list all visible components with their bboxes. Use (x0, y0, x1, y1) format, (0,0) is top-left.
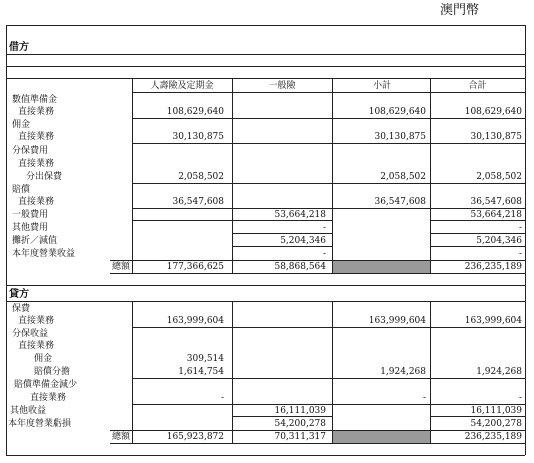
frame-left-line (6, 25, 7, 455)
debit-cell: 36,547,608 (172, 197, 224, 207)
credit-cell: 16,111,039 (274, 406, 326, 416)
debit-cell: 108,629,640 (464, 107, 522, 117)
credit-row-label: 直接業務 (18, 341, 55, 351)
debit-row-label: 直接業務 (18, 197, 55, 207)
credit-cell: - (518, 393, 522, 403)
debit-cell: - (322, 223, 326, 233)
debit-row-label: 直接業務 (18, 132, 55, 142)
debit-row-label: 一般費用 (12, 210, 49, 220)
credit-sep-3 (132, 404, 525, 405)
header-bottom-rule (132, 92, 525, 93)
debit-title-rule-2 (6, 66, 525, 67)
credit-row-label: 賠償準備金減少 (14, 380, 78, 390)
credit-total-shaded-cell (333, 431, 430, 443)
debit-sep-2 (132, 143, 525, 144)
debit-row-label: 直接業務 (18, 107, 55, 117)
credit-sep-5 (430, 416, 525, 417)
debit-sep-9 (430, 233, 525, 234)
debit-total-cell: 58,868,564 (274, 262, 326, 272)
debit-cell: 30,130,875 (374, 132, 426, 142)
credit-row-label: 直接業務 (30, 393, 67, 403)
debit-total-cell: 177,366,625 (166, 262, 224, 272)
debit-sep-10 (232, 246, 332, 247)
debit-cell: 5,204,346 (476, 236, 522, 246)
credit-total-label: 總額 (111, 432, 130, 442)
debit-cell: - (322, 249, 326, 259)
section-divider (6, 285, 525, 286)
debit-cell: - (518, 249, 522, 259)
debit-cell: 108,629,640 (368, 107, 426, 117)
debit-cell: 2,058,502 (178, 172, 224, 182)
credit-title-rule (6, 301, 525, 302)
debit-row-label: 其他費用 (12, 223, 49, 233)
credit-row-label: 其他收益 (10, 406, 47, 416)
debit-row-label: 賠償 (12, 185, 31, 195)
debit-cell: 2,058,502 (380, 172, 426, 182)
credit-row-label: 佣金 (34, 354, 53, 364)
credit-cell: 54,200,278 (470, 419, 522, 429)
debit-row-label: 攤折／減值 (12, 236, 58, 246)
frame-top-line (6, 25, 525, 26)
debit-row-label: 分保費用 (12, 146, 49, 156)
debit-sep-3 (132, 183, 525, 184)
debit-cell: 5,204,346 (280, 236, 326, 246)
header-top-rule (6, 78, 525, 79)
credit-total-bottom-rule (110, 443, 525, 444)
debit-sep-1 (132, 118, 525, 119)
debit-row-label: 數值準備金 (12, 95, 58, 105)
credit-title: 貸方 (9, 289, 29, 300)
debit-cell: 36,547,608 (374, 197, 426, 207)
credit-row-label: 保費 (12, 304, 31, 314)
credit-cell: - (422, 393, 426, 403)
debit-cell: 108,629,640 (166, 107, 224, 117)
col-header-general: 一般險 (268, 81, 296, 91)
debit-sep-8 (232, 233, 332, 234)
debit-cell: 36,547,608 (470, 197, 522, 207)
currency-label: 澳門幣 (440, 3, 480, 18)
debit-total-top-rule (110, 260, 525, 261)
debit-sep-11 (430, 246, 525, 247)
debit-title: 借方 (9, 42, 29, 53)
debit-cell: 30,130,875 (470, 132, 522, 142)
frame-bottom-line (6, 455, 525, 456)
debit-cell: 2,058,502 (476, 172, 522, 182)
debit-sep-4 (132, 208, 525, 209)
credit-cell: - (220, 393, 224, 403)
credit-sep-1 (132, 327, 525, 328)
credit-total-top-rule (110, 430, 525, 431)
debit-cell: - (518, 223, 522, 233)
credit-cell: 16,111,039 (470, 406, 522, 416)
credit-cell: 163,999,604 (368, 316, 426, 326)
debit-total-label: 總額 (111, 262, 130, 272)
col-header-subtotal: 小計 (372, 81, 391, 91)
credit-row-label: 本年度營業虧損 (8, 419, 72, 429)
credit-row-label: 賠償分擔 (34, 367, 71, 377)
credit-cell: 1,614,754 (178, 367, 224, 377)
debit-sep-7 (430, 220, 525, 221)
debit-row-label: 直接業務 (18, 159, 55, 169)
debit-cell: 53,664,218 (470, 210, 522, 220)
debit-row-label: 本年度營業收益 (12, 249, 76, 259)
credit-sep-4 (232, 416, 332, 417)
credit-total-cell: 70,311,317 (274, 432, 326, 442)
credit-total-cell: 236,235,189 (464, 432, 522, 442)
credit-sep-2 (132, 378, 525, 379)
debit-sep-5 (132, 220, 232, 221)
credit-cell: 163,999,604 (464, 316, 522, 326)
debit-row-label: 佣金 (12, 120, 31, 130)
credit-cell: 1,924,268 (476, 367, 522, 377)
credit-row-label: 直接業務 (18, 316, 55, 326)
debit-total-bottom-rule (110, 273, 525, 274)
debit-cell: 30,130,875 (172, 132, 224, 142)
col-header-total: 合計 (468, 81, 487, 91)
credit-cell: 309,514 (186, 354, 224, 364)
debit-sep-6 (232, 220, 332, 221)
credit-total-cell: 165,923,872 (166, 432, 224, 442)
credit-cell: 163,999,604 (166, 316, 224, 326)
credit-row-label: 分保收益 (12, 329, 49, 339)
frame-right-line (525, 25, 526, 455)
debit-title-rule (6, 54, 525, 55)
credit-cell: 54,200,278 (274, 419, 326, 429)
debit-total-cell: 236,235,189 (464, 262, 522, 272)
col-header-life: 人壽險及定期金 (150, 81, 214, 91)
credit-cell: 1,924,268 (380, 367, 426, 377)
debit-row-label: 分出保費 (26, 172, 63, 182)
debit-total-shaded-cell (333, 261, 430, 273)
debit-cell: 53,664,218 (274, 210, 326, 220)
